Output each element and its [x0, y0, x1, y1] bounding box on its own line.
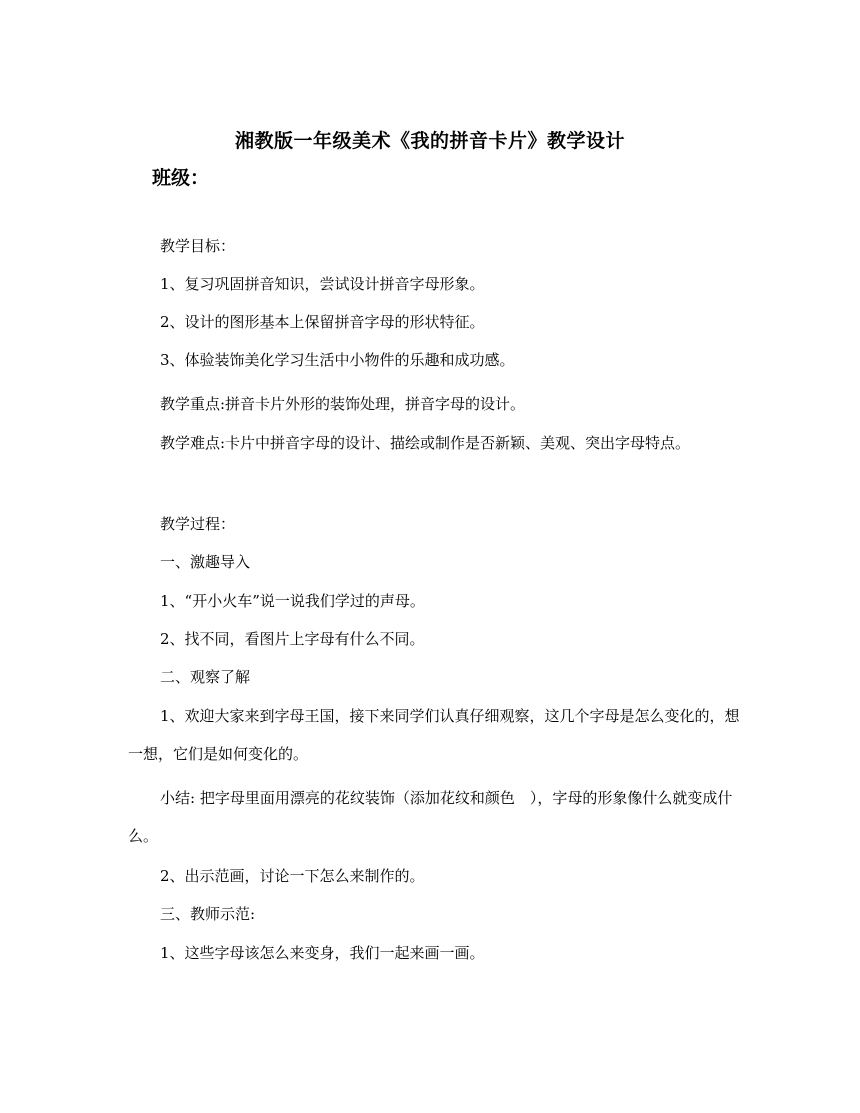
objective-item-1: 1、复习巩固拼音知识，尝试设计拼音字母形象。: [160, 275, 485, 293]
key-points-paragraph: 教学重点:拼音卡片外形的装饰处理，拼音字母的设计。: [160, 395, 526, 413]
step-heading-observe: 二、观察了解: [160, 668, 251, 686]
demo-item-1: 1、这些字母该怎么来变身，我们一起来画一画。: [160, 944, 485, 962]
section-heading-objectives: 教学目标：: [160, 237, 236, 255]
step-heading-demo: 三、教师示范:: [160, 905, 256, 923]
observe-item-1: 1、欢迎大家来到字母王国，接下来同学们认真仔细观察，这几个字母是怎么变化的，想一想，它们是如何变化的。: [128, 707, 740, 763]
summary-paragraph: 小结: 把字母里面用漂亮的花纹装饰（添加花纹和颜色 ），字母的形象像什么就变成什么。: [128, 789, 733, 845]
document-title: 湘教版一年级美术《我的拼音卡片》教学设计: [234, 130, 625, 152]
intro-item-2: 2、找不同，看图片上字母有什么不同。: [160, 630, 425, 648]
difficulty-paragraph: 教学难点:卡片中拼音字母的设计、描绘或制作是否新颖、美观、突出字母特点。: [160, 434, 691, 452]
section-heading-process: 教学过程：: [160, 515, 236, 533]
intro-item-1: 1、“开小火车”说一说我们学过的声母。: [160, 592, 425, 610]
objective-item-2: 2、设计的图形基本上保留拼音字母的形状特征。: [160, 313, 485, 331]
step-heading-intro: 一、激趣导入: [160, 553, 251, 571]
observe-item-2: 2、出示范画，讨论一下怎么来制作的。: [160, 867, 425, 885]
objective-item-3: 3、体验装饰美化学习生活中小物件的乐趣和成功感。: [160, 351, 515, 369]
class-label: 班级：: [152, 167, 210, 189]
